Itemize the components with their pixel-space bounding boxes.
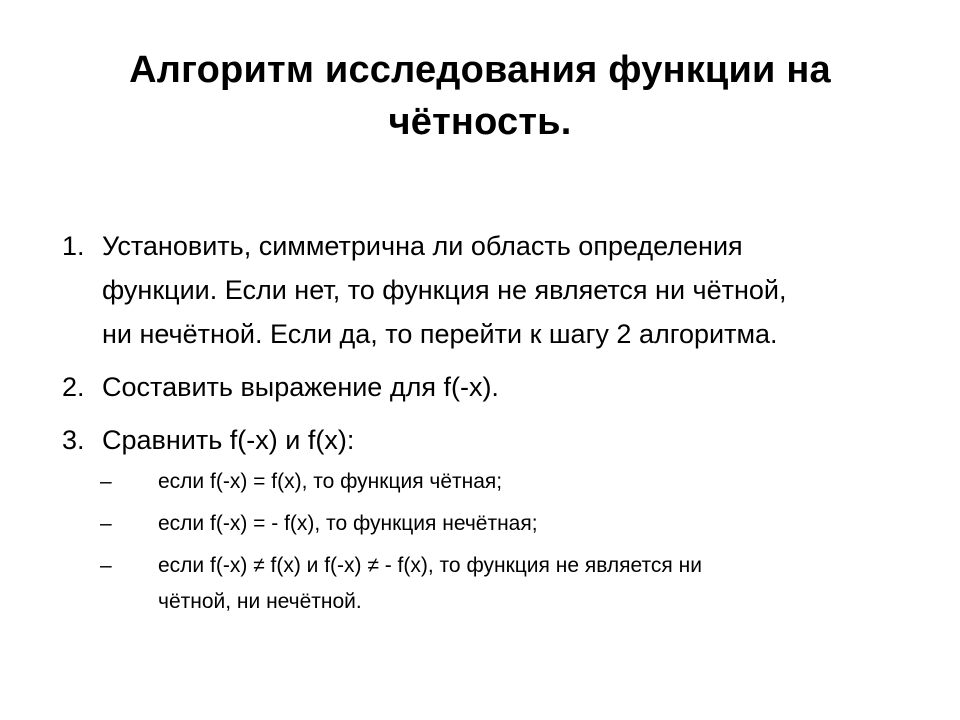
list-item-number: 1. <box>62 231 85 261</box>
title-line-1: Алгоритм исследования функции на <box>129 49 831 91</box>
sub-item-text-line: если f(-x) = - f(x), то функция нечётная; <box>158 512 538 535</box>
list-item-number: 3. <box>62 425 85 455</box>
sub-item-text-line: чётной, ни нечётной. <box>158 590 362 613</box>
list-item-step-3 <box>62 418 912 462</box>
list-item-text-line: Установить, симметрична ли область определения <box>102 231 743 261</box>
sub-item-text-line: если f(-x) = f(x), то функция чётная; <box>158 470 503 493</box>
sub-item-neither <box>100 548 912 620</box>
list-item-step-1 <box>62 224 912 356</box>
list-item-text-line: ни нечётной. Если да, то перейти к шагу 2 алгоритма. <box>102 319 778 349</box>
dash-bullet: – <box>100 470 112 493</box>
sub-item-even <box>100 464 912 500</box>
slide-content <box>62 224 912 626</box>
dash-bullet: – <box>100 554 112 577</box>
title-line-2: чётность. <box>388 101 572 143</box>
sub-item-odd <box>100 506 912 542</box>
list-item-step-2 <box>62 365 912 409</box>
slide-title <box>80 44 880 148</box>
dash-bullet: – <box>100 512 112 535</box>
sub-item-text-line: если f(-x) ≠ f(x) и f(-x) ≠ - f(x), то функция не является ни <box>158 554 702 577</box>
list-item-text-line: Составить выражение для f(-x). <box>102 372 499 402</box>
list-item-text-line: Сравнить f(-x) и f(x): <box>102 425 355 455</box>
list-item-number: 2. <box>62 372 85 402</box>
list-item-text-line: функции. Если нет, то функция не является ни чётной, <box>102 275 787 305</box>
